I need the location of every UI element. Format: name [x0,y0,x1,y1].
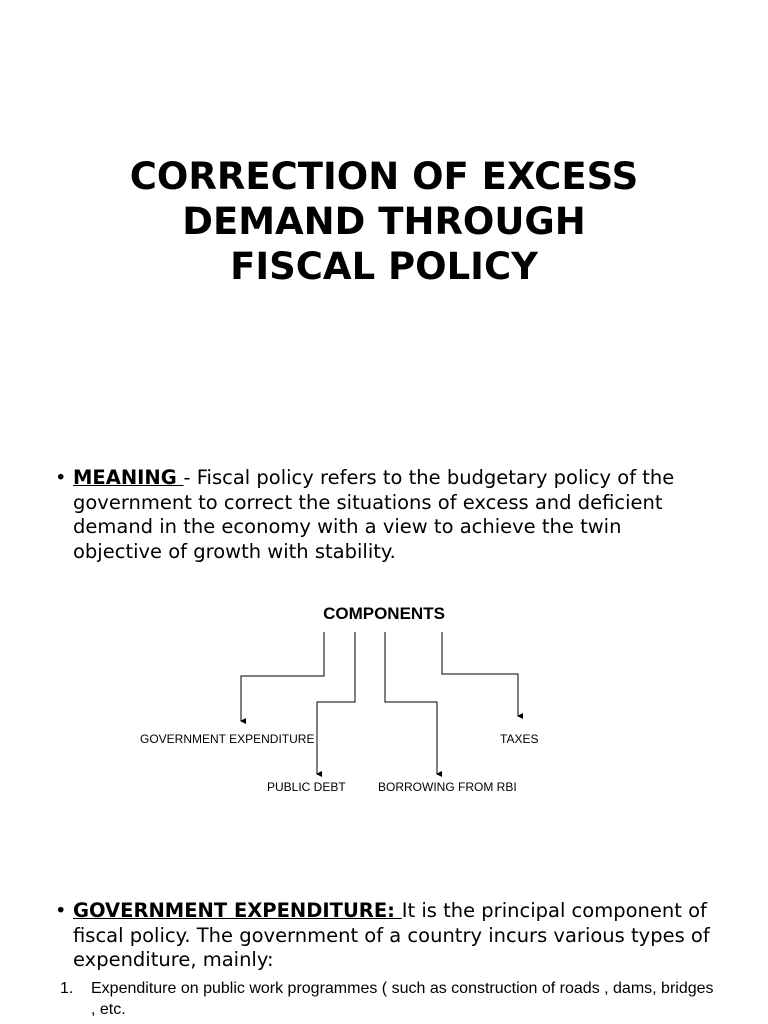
connector-public-debt [317,632,355,774]
connector-government-expenditure [241,632,324,721]
components-heading: COMPONENTS [323,604,445,623]
meaning-definition: - Fiscal policy refers to the budgetary policy of the government to correct the situations of excess and deficient demand in the economy with a view to achieve the twin objective of growth with stability. [73,466,675,563]
meaning-paragraph [55,466,715,564]
meaning-term: MEANING [73,466,184,489]
component-public-debt: PUBLIC DEBT [267,780,346,794]
component-government-expenditure: GOVERNMENT EXPENDITURE [140,732,315,746]
page-title [40,154,728,289]
bullet-dot: • [55,466,67,489]
list-item-number: 1. [60,980,74,997]
title-line-2: DEMAND THROUGH [182,200,586,243]
government-expenditure-term: GOVERNMENT EXPENDITURE: [73,899,402,922]
component-borrowing-from-rbi: BORROWING FROM RBI [378,780,517,794]
meaning-text-block [73,466,715,564]
list-item-text: Expenditure on public work programmes ( such as construction of roads , dams, bridges , etc. [91,980,714,1018]
government-expenditure-text-block [73,899,715,973]
government-expenditure-paragraph [55,899,715,973]
bullet-dot: • [55,899,67,922]
title-line-3: FISCAL POLICY [230,245,538,288]
government-expenditure-definition: It is the principal component of fiscal policy. The government of a country incurs various types of expenditure, mainly: [73,899,710,971]
connector-borrowing-from-rbi [385,632,437,774]
connector-taxes [442,632,518,716]
title-line-1: CORRECTION OF EXCESS [129,155,639,198]
list-item [60,978,720,1020]
component-taxes: TAXES [500,732,539,746]
